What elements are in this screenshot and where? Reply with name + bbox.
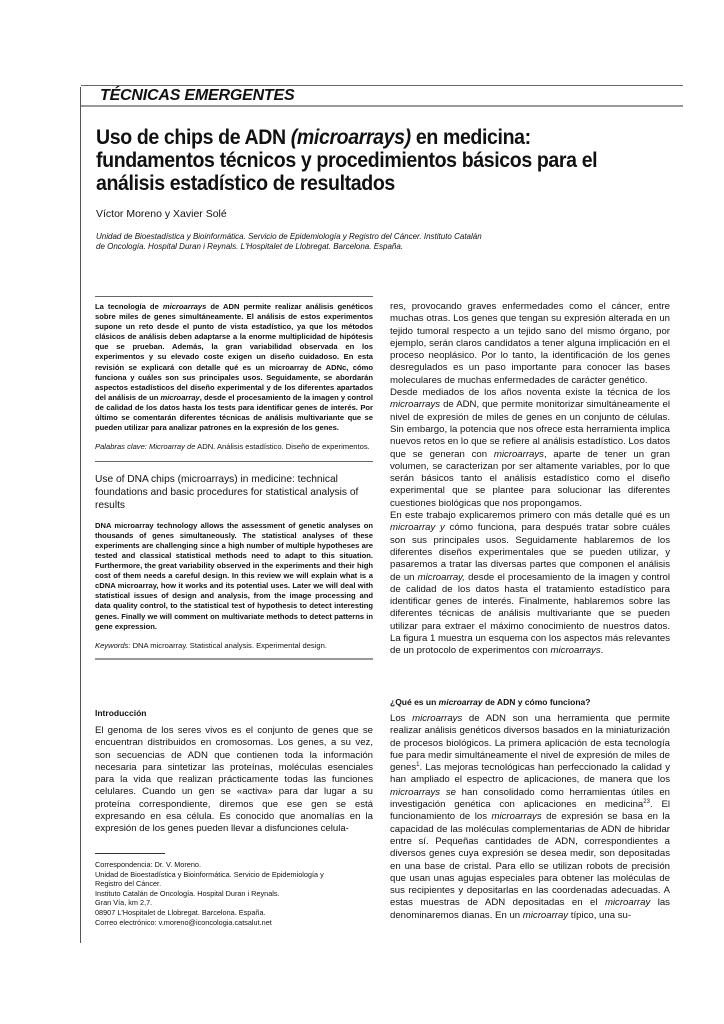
title-line-3: análisis estadístico de resultados [96,172,395,195]
section-heading [390,697,670,707]
text: de ADN, que permite monitorizar simultáneamente el nivel de expresión de miles de genes en un conjunto de células. Sin embargo, la potencia que nos ofrece esta herramienta implica nuevos retos en lo que se refiere al análisis estadístico. Los datos que se generan con [390,399,670,460]
italic-term: microarrays [390,399,441,411]
italic-term: microarrays [493,448,544,460]
paragraph-2 [390,387,670,510]
header-top-rule [81,85,683,86]
introduction-section [95,708,373,836]
heading-italic: microarray [438,697,483,707]
footnote-rule [95,853,165,854]
italic-term: microarray y [390,522,445,534]
citation-ref: 1 [416,762,420,768]
italic-term: microarrays [412,713,463,724]
abstract-text: de ADN permite realizar análisis genéticos sobre miles de genes simultáneamente. El análisis de estos experimentos supone un reto desde el punto de vista estadístico, ya que los métodos clásicos de análisis deben adaptarse a la enorme multiplicidad de hipótesis que se prueban. Además, la gran variabilidad observada en los experimentos y su elevado coste exigen un diseño cuidadoso. En esta revisión se explicará con detalle qué es un microarray de ADNc, cómo funciona y cuáles son sus principales usos. Seguidamente, se abordarán aspectos estadísticos del diseño experimental y de los diferentes apartados del análisis de un [95,302,373,402]
keywords-spanish [95,442,373,452]
affiliation-line-1: Unidad de Bioestadística y Bioinformática. Servicio de Epidemiología y Registro del Cáncer. Instituto Catalán [96,232,482,241]
keywords-text: DNA microarray. Statistical analysis. Experimental design. [130,640,327,650]
title-text: en medicina: [410,126,531,149]
text: Desde mediados de los años noventa existe la técnica de los [390,387,670,399]
section-body [390,713,670,922]
text: . [600,645,604,657]
section-label: TÉCNICAS EMERGENTES [100,87,295,104]
title-text: Uso de chips de ADN [96,126,291,149]
english-title: Use of DNA chips (microarrays) in medicine: technical foundations and basic procedures for statistical analysis of results [95,473,359,511]
keywords-english [95,641,373,651]
footnote-line: Registro del Cáncer. [95,879,162,889]
abstract-bottom-divider [95,658,373,660]
abstract-mid-divider [95,461,373,462]
text: Los [390,713,413,724]
text: han consolidado como herramientas útiles en investigación genética con aplicaciones en medicina [390,786,670,811]
footnote-line: Instituto Catalán de Oncología. Hospital Duran i Reynals. [95,888,280,898]
footnote-line: 08907 L'Hospitalet de Llobregat. Barcelona. España. [95,907,266,917]
keywords-label: Palabras clave: Microarray de [95,442,196,452]
italic-term: microarray, [417,571,465,583]
footnote-email[interactable]: Correo electrónico: v.moreno@iconcologia.catsalut.net [95,917,272,927]
paragraph-4 [390,713,670,922]
title-line-2: fundamentos técnicos y procedimientos básicos para el [96,149,598,172]
page-left-border [80,87,81,943]
footnote-line: Unidad de Bioestadística y Bioinformática. Servicio de Epidemiología y [95,869,324,879]
footnote-section [95,853,373,927]
heading-text: ¿Qué es un [390,697,439,707]
abstract-text: , desde el procesamiento de la imagen y control de calidad de los datos hasta los tests para identificar genes de interés. Por último se comentarán diferentes técnicas de análisis multivariante que se pueden utilizar para analizar patrones en la expresión de los genes. [95,392,373,433]
text: cómo funciona, para después tratar sobre cuáles son sus principales usos. Seguidamente hablaremos de los diferentes diseños experimentales que se pueden utilizar, y pasaremos a tratar las diversas partes que componen el análisis de un [390,522,670,583]
text: de expresión se basa en la capacidad de las moléculas complementarias de ADN de hibridar entre sí. Pequeñas cantidades de ADN, correspondientes a diversos genes cuya expresión se desea medir, son depositadas en una base de cristal. Para ello se utilizan robots de precisión que usan unas agujas especiales para obtener las moléculas de sus recipientes y depositarlas en las coordenadas adecuadas. A estas muestras de ADN depositadas en el [390,811,670,909]
affiliation-line-2: de Oncología. Hospital Duran i Reynals. L'Hospitalet de Llobregat. Barcelona. España. [96,242,404,251]
text: típico, una su- [568,909,632,921]
italic-term: microarray [522,909,569,921]
italic-term: microarrays se [390,786,456,798]
abstract-top-divider [95,296,373,297]
heading-text: de ADN y cómo funciona? [482,697,591,707]
text: las denominaremos dianas. En un [390,897,670,921]
citation-ref: 23 [643,798,650,805]
affiliation [96,232,556,252]
right-column-text [390,301,670,658]
text: desde el procesamiento de la imagen y control de calidad de los datos hasta el tratamiento estadístico para identificar genes de interés. Finalmente, hablaremos sobre las diferentes técnicas de análisis multivariante que se pueden utilizar para extraer el máximo conocimiento de nuestros datos. La figura 1 muestra un esquema con los aspectos más relevantes de un protocolo de experimentos con [390,571,670,657]
keywords-text: ADN. Análisis estadístico. Diseño de experimentos. [195,442,370,452]
paragraph-3 [390,510,670,658]
footnote-line: Correspondencia: Dr. V. Moreno. [95,860,201,869]
abstract-spanish-box [95,296,373,660]
header-bottom-rule [81,105,683,107]
text: , aparte de tener un gran volumen, se caracterizan por ser altamente variables, por lo que serán básicos tanto el análisis estadístico como el diseño experimental que se plantee para solucionar las diferentes cuestiones biológicas que nos propongamos. [390,448,671,509]
text: En este trabajo explicaremos primero con más detalle qué es un [390,510,670,522]
title-italic: (microarrays) [290,126,411,149]
introduction-heading: Introducción [95,708,147,718]
article-title [96,126,617,195]
abstract-italic: microarray [160,392,200,402]
footnote-line: Gran Vía, km 2,7. [95,898,153,908]
abstract-italic: microarrays [162,302,207,311]
introduction-paragraph: El genoma de los seres vivos es el conjunto de genes que se encuentran distribuidos en cromosomas. Los genes, a su vez, son secuencias de ADN que contienen toda la información necesaria para sintetizar las proteínas, moléculas esenciales para la vida que realizan prácticamente todas las funciones celulares. Cuando un gen se «activa» para dar lugar a su proteína correspondiente, diremos que ese gen se está expresando en esa célula. Es conocido que anomalías en la expresión de los genes pueden llevar a disfunciones celula- [95,725,373,835]
italic-term: microarrays [550,645,601,657]
abstract-english: DNA microarray technology allows the assessment of genetic analyses on thousands of genes simultaneously. The statistical analyses of these experiments are challenging since a high number of multiple hypotheses are tested and classical statistical methods need to adapt to this situation. Furthermore, the great variability observed in the experiments and their high cost of them needs a careful design. In this review we will explain what is a cDNA microarray, how it works and its potential uses. Later we will deal with statistical issues of design and analysis, from the image processing and data quality control, to the statistical test of hypothesis to detect interesting genes. Finally we will comment on multivariate methods to detect patterns in gene expression. [95,520,373,631]
text: . El funcionamiento de los [390,799,670,823]
correspondence-footnote [95,860,373,927]
text: . Las mejoras tecnológicas han perfeccionado la calidad y han ampliado el espectro de aplicaciones, de manera que los [390,762,670,786]
abstract-text: La tecnología de [95,302,163,311]
italic-term: microarrays [491,811,542,823]
abstract-spanish [95,302,373,433]
paragraph-1: res, provocando graves enfermedades como el cáncer, entre muchas otras. Los genes que tengan su expresión alterada en un tejido tumoral respecto a un tejido sano del mismo órgano, por ejemplo, serán claros candidatos a tener alguna implicación en el proceso neoplásico. Por lo tanto, la identificación de los genes desregulados es un paso importante para conocer las bases moleculares de muchas enfermedades de carácter genético. [390,301,670,386]
keywords-label: Keywords: [95,640,131,650]
authors: Víctor Moreno y Xavier Solé [96,208,227,220]
italic-term: microarray [604,897,651,909]
introduction-text [95,725,373,836]
section-what-is-microarray [390,697,670,922]
text: de ADN son una herramienta que permite realizar análisis genéticos diversos basados en la miniaturización de procesos biológicos. La primera aplicación de esta tecnología fue para medir simultáneamente el nivel de expresión de miles de genes [390,713,670,774]
